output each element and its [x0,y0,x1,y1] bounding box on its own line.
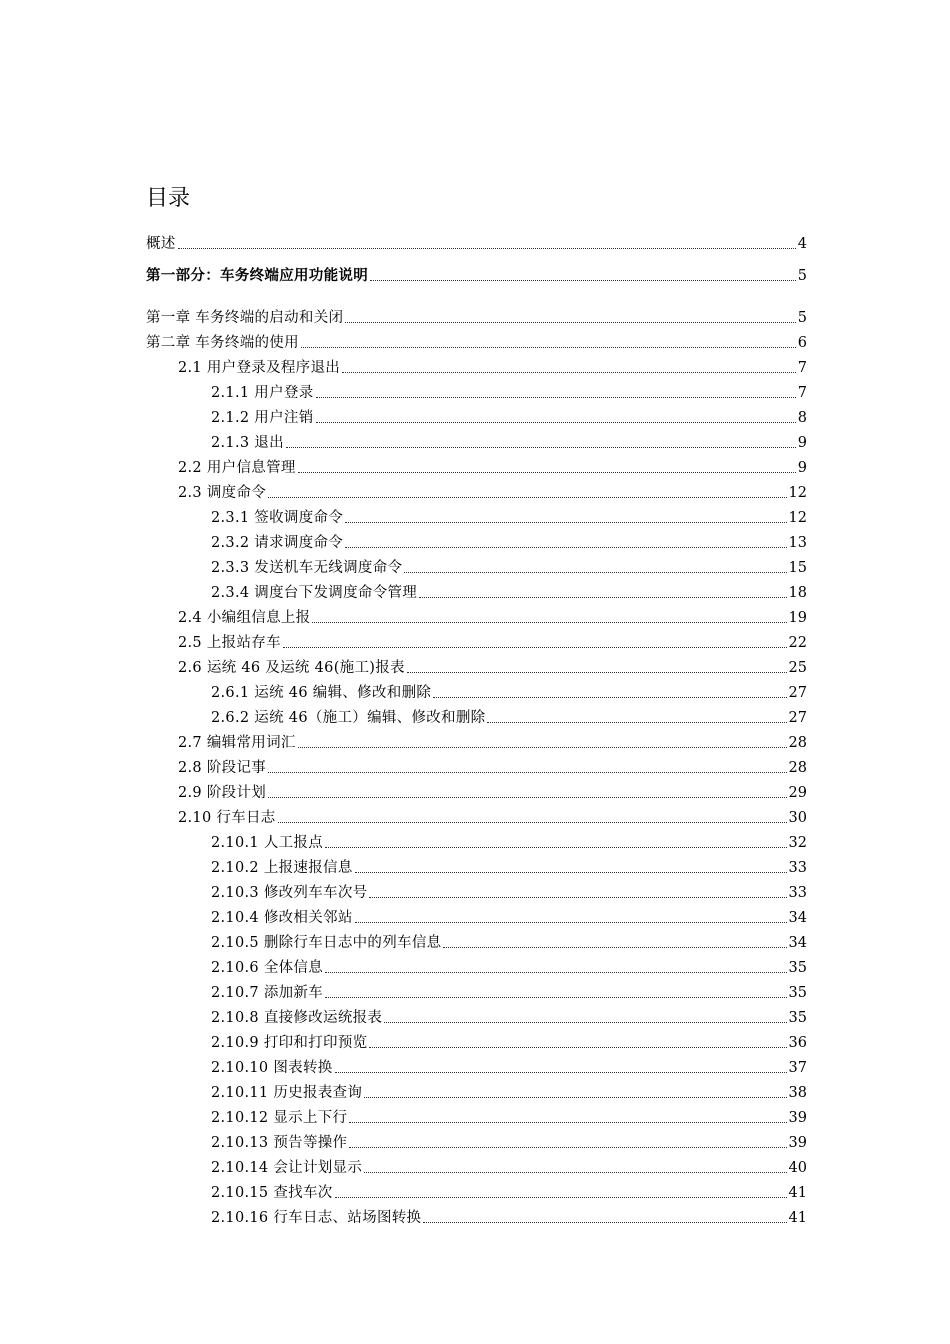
toc-entry-label: 2.1 用户登录及程序退出 [178,360,341,376]
dot-leader [316,421,796,423]
toc-entry-page-number: 28 [788,760,807,776]
toc-entry[interactable] [178,355,807,377]
toc-entry[interactable] [211,880,807,902]
toc-entry[interactable] [211,1205,807,1227]
toc-entry-page-number: 33 [788,860,807,876]
toc-entry[interactable] [211,1155,807,1177]
toc-entry-label: 2.1.2 用户注销 [211,410,314,426]
toc-entry[interactable] [178,480,807,502]
dot-leader [370,279,796,281]
dot-leader [335,1071,787,1073]
dot-leader [301,346,796,348]
toc-entry-label: 2.8 阶段记事 [178,760,267,776]
toc-entry-label: 2.10.10 图表转换 [211,1060,333,1076]
dot-leader [286,446,796,448]
dot-leader [419,596,786,598]
toc-entry-page-number: 4 [797,236,807,252]
toc-entry-page-number: 28 [788,735,807,751]
toc-entry-page-number: 38 [788,1085,807,1101]
dot-leader [342,371,796,373]
toc-entry[interactable] [211,1080,807,1102]
toc-entry[interactable] [211,705,807,727]
toc-entry-label: 2.3.4 调度台下发调度命令管理 [211,585,418,601]
dot-leader [283,646,787,648]
toc-entry-label: 2.10.16 行车日志、站场图转换 [211,1210,422,1226]
dot-leader [312,621,786,623]
dot-leader [268,771,786,773]
toc-entry[interactable] [211,555,807,577]
toc-entry[interactable] [178,655,807,677]
toc-entry-page-number: 15 [788,560,807,576]
toc-entry-label: 2.4 小编组信息上报 [178,610,311,626]
toc-entry-page-number: 37 [788,1060,807,1076]
toc-entry[interactable] [178,755,807,777]
dot-leader [355,871,787,873]
toc-entry[interactable] [211,1180,807,1202]
toc-entry-label: 2.3.1 签收调度命令 [211,510,344,526]
dot-leader [278,821,787,823]
dot-leader [384,1021,786,1023]
toc-entry-label: 2.10.3 修改列车车次号 [211,885,368,901]
toc-entry-page-number: 25 [788,660,807,676]
dot-leader [433,696,786,698]
toc-entry-page-number: 19 [788,610,807,626]
toc-entry[interactable] [211,955,807,977]
toc-entry-page-number: 9 [797,460,807,476]
dot-leader [325,996,787,998]
toc-entry[interactable] [211,580,807,602]
toc-entry[interactable] [211,530,807,552]
toc-entry-label: 第一部分：车务终端应用功能说明 [146,268,368,284]
dot-leader [364,1171,786,1173]
toc-entry-page-number: 35 [788,1010,807,1026]
dot-leader [298,746,787,748]
toc-entry-page-number: 27 [788,685,807,701]
toc-entry[interactable] [178,630,807,652]
toc-entry[interactable] [211,1005,807,1027]
dot-leader [345,546,786,548]
toc-entry-page-number: 18 [788,585,807,601]
toc-entry-page-number: 7 [797,360,807,376]
dot-leader [268,796,786,798]
toc-entry[interactable] [211,855,807,877]
toc-entry-label: 2.10.5 删除行车日志中的列车信息 [211,935,442,951]
toc-entry-label: 2.7 编辑常用词汇 [178,735,296,751]
toc-entry-label: 2.10.6 全体信息 [211,960,324,976]
toc-entry[interactable] [211,505,807,527]
toc-entry[interactable] [211,930,807,952]
dot-leader [443,946,786,948]
dot-leader [316,396,796,398]
toc-entry-page-number: 5 [797,268,807,284]
toc-entry[interactable] [178,730,807,752]
toc-entry-page-number: 34 [788,935,807,951]
toc-entry-page-number: 5 [797,310,807,326]
dot-leader [345,521,786,523]
toc-entry-label: 2.10.13 预告等操作 [211,1135,348,1151]
toc-entry-label: 2.10.12 显示上下行 [211,1110,348,1126]
dot-leader [423,1221,786,1223]
toc-entry-page-number: 29 [788,785,807,801]
dot-leader [298,471,796,473]
toc-entry-page-number: 12 [788,485,807,501]
toc-entry[interactable] [146,305,807,327]
toc-entry[interactable] [211,830,807,852]
dot-leader [349,1121,786,1123]
toc-entry-label: 2.10.4 修改相关邻站 [211,910,353,926]
toc-entry[interactable] [211,380,807,402]
toc-entry-page-number: 39 [788,1110,807,1126]
toc-entry-label: 2.10.9 打印和打印预览 [211,1035,368,1051]
toc-entry[interactable] [211,405,807,427]
toc-entry-page-number: 35 [788,985,807,1001]
dot-leader [369,1046,786,1048]
toc-entry-page-number: 6 [797,335,807,351]
dot-leader [325,846,787,848]
toc-entry-page-number: 7 [797,385,807,401]
dot-leader [404,571,786,573]
toc-entry-page-number: 12 [788,510,807,526]
dot-leader [349,1146,786,1148]
toc-entry[interactable] [211,980,807,1002]
toc-entry-page-number: 8 [797,410,807,426]
page-title: 目录 [146,186,191,211]
toc-entry-label: 2.10.1 人工报点 [211,835,324,851]
toc-entry-label: 概述 [146,236,176,252]
toc-entry[interactable] [146,263,807,285]
toc-entry[interactable] [211,680,807,702]
toc-entry-label: 2.1.3 退出 [211,435,284,451]
dot-leader [345,321,795,323]
toc-entry-page-number: 33 [788,885,807,901]
toc-entry[interactable] [178,605,807,627]
toc-entry-page-number: 41 [788,1210,807,1226]
toc-entry-page-number: 36 [788,1035,807,1051]
toc-entry-label: 2.10.15 查找车次 [211,1185,333,1201]
toc-entry-label: 2.9 阶段计划 [178,785,267,801]
toc-entry-page-number: 30 [788,810,807,826]
toc-entry[interactable] [146,231,807,253]
dot-leader [364,1096,786,1098]
toc-entry[interactable] [211,905,807,927]
toc-entry-label: 2.3.3 发送机车无线调度命令 [211,560,403,576]
toc-entry[interactable] [146,330,807,352]
toc-entry[interactable] [211,1030,807,1052]
toc-entry-label: 2.3.2 请求调度命令 [211,535,344,551]
toc-entry-page-number: 40 [788,1160,807,1176]
toc-entry[interactable] [211,430,807,452]
dot-leader [178,247,796,249]
toc-entry-page-number: 13 [788,535,807,551]
toc-entry-page-number: 39 [788,1135,807,1151]
toc-entry-label: 2.5 上报站存车 [178,635,281,651]
toc-entry-label: 2.10.7 添加新车 [211,985,324,1001]
toc-entry[interactable] [211,1055,807,1077]
toc-entry-page-number: 41 [788,1185,807,1201]
dot-leader [268,496,786,498]
toc-entry-label: 第一章 车务终端的启动和关闭 [146,310,344,326]
toc-entry[interactable] [178,455,807,477]
toc-entry-label: 2.10 行车日志 [178,810,276,826]
dot-leader [355,921,787,923]
toc-entry-label: 第二章 车务终端的使用 [146,335,299,351]
dot-leader [325,971,787,973]
toc-entry[interactable] [178,780,807,802]
toc-entry-label: 2.10.8 直接修改运统报表 [211,1010,383,1026]
dot-leader [369,896,786,898]
toc-entry-label: 2.6.2 运统 46（施工）编辑、修改和删除 [211,710,486,726]
toc-entry-page-number: 35 [788,960,807,976]
toc-entry-label: 2.3 调度命令 [178,485,267,501]
toc-entry-label: 2.10.11 历史报表查询 [211,1085,363,1101]
toc-entry-page-number: 34 [788,910,807,926]
toc-entry-label: 2.6 运统 46 及运统 46(施工)报表 [178,660,405,676]
toc-entry-page-number: 22 [788,635,807,651]
dot-leader [407,671,787,673]
toc-entry-page-number: 9 [797,435,807,451]
dot-leader [335,1196,787,1198]
toc-entry-page-number: 27 [788,710,807,726]
toc-entry[interactable] [211,1130,807,1152]
toc-entry[interactable] [178,805,807,827]
toc-entry-label: 2.2 用户信息管理 [178,460,296,476]
toc-entry-label: 2.6.1 运统 46 编辑、修改和删除 [211,685,432,701]
toc-entry-label: 2.1.1 用户登录 [211,385,314,401]
toc-entry-label: 2.10.14 会让计划显示 [211,1160,363,1176]
toc-entry[interactable] [211,1105,807,1127]
dot-leader [487,721,786,723]
toc-entry-page-number: 32 [788,835,807,851]
toc-entry-label: 2.10.2 上报速报信息 [211,860,353,876]
